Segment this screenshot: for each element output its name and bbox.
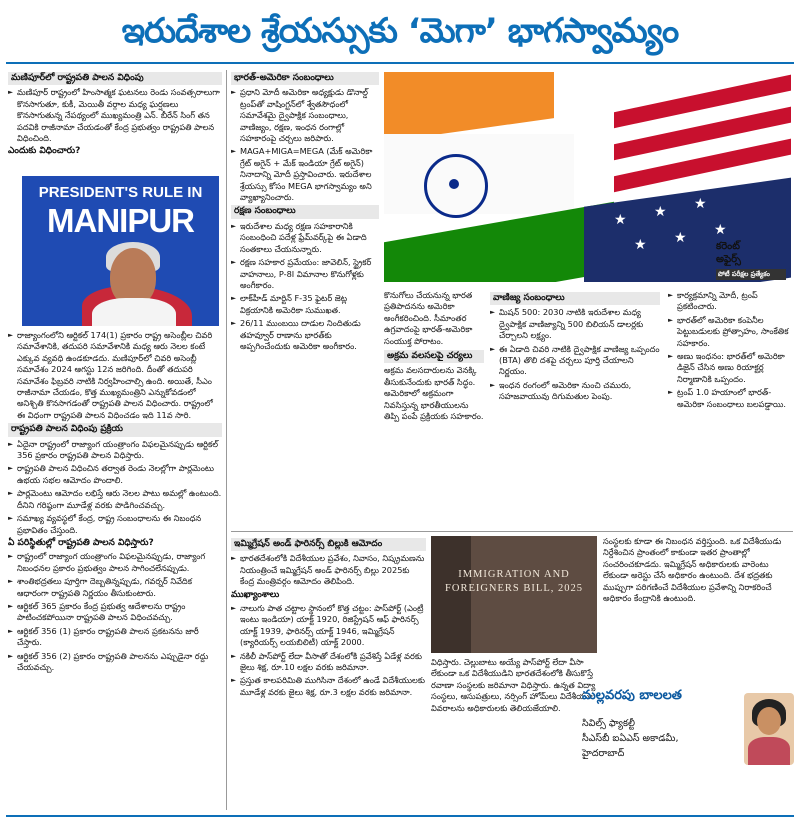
manipur-bullet-2: ► రాష్ట్రంలో రాజ్యాంగ యంత్రాంగం విఫలమైనప్పుడు, రాజ్యాంగ నిబంధనల ప్రకారం ప్రభుత్వం పాలన సాగించలేనప్పుడు. bbox=[8, 551, 222, 574]
immigration-subheading: ముఖ్యాంశాలు bbox=[231, 589, 280, 600]
manipur-bullet-2: ► శాంతిభద్రతలు పూర్తిగా దెబ్బతిన్నప్పుడు, గవర్నర్ నివేదిక ఆధారంగా రాష్ట్రపతి నిర్ణయం తీసుకుంటారు. bbox=[8, 576, 222, 599]
author-box bbox=[582, 688, 794, 808]
immigration-bill-image bbox=[431, 536, 597, 653]
defence-heading: రక్షణ సంబంధాలు bbox=[231, 205, 379, 218]
immigration-image-title: IMMIGRATION AND FOREIGNERS BILL, 2025 bbox=[445, 569, 583, 594]
relations-col4-block bbox=[668, 290, 792, 528]
relations-mid-block bbox=[384, 290, 484, 528]
author-role-2: సీఎస్‌బీ ఐఏఎస్ అకాడమీ, bbox=[582, 733, 679, 744]
manipur-bullet: ► రాష్ట్రపతి పాలన విధించిన తర్వాత రెండు నెలల్లోగా పార్లమెంటు ఉభయ సభల ఆమోదం పొందాలి. bbox=[8, 463, 222, 486]
manipur-question-1: ఎందుకు విధించారు? bbox=[8, 146, 81, 157]
relations-col4-bullet: ► ట్రంప్ 1.0 హయాంలో భారత్-అమెరికా సంబంధాలు బలపడ్డాయి. bbox=[668, 387, 792, 410]
relations-col4-bullet: ► కార్యక్రమాన్ని మోదీ, ట్రంప్ ప్రకటించారు. bbox=[668, 290, 792, 313]
current-affairs-caption bbox=[716, 240, 786, 280]
immigration-col4-block bbox=[603, 536, 793, 682]
relations-bullet: ► ప్రధాని మోదీ అమెరికా అధ్యక్షుడు డొనాల్డ్ ట్రంప్‌తో వాషింగ్టన్‌లో శ్వేతసౌధంలో సమావేశమై ద్వైపాక్షిక సంబంధాలు, వాణిజ్యం, రక్షణ, ఇంధన రంగాల్లో సహకారంపై చర్చలు జరిపారు. bbox=[231, 87, 379, 144]
defence-bullet: ► రక్షణ సహకార ప్రమేయం: జావెలిన్, స్ట్రైకర్ వాహనాలు, P-8I విమానాల కొనుగోళ్లకు అంగీకారం. bbox=[231, 257, 379, 291]
author-photo-face bbox=[757, 707, 781, 735]
manipur-intro-block bbox=[8, 70, 222, 174]
star-icon: ★ bbox=[694, 196, 707, 212]
manipur-bullet: ► ఏదైనా రాష్ట్రంలో రాజ్యాంగ యంత్రాంగం విఫలమైనప్పుడు ఆర్టికల్ 356 ప్రకారం రాష్ట్రపతి పాలన విధిస్తారు. bbox=[8, 439, 222, 462]
author-name: మల్లవరపు బాలలత bbox=[582, 688, 682, 703]
immigration-heading: ఇమ్మిగ్రేషన్ అండ్ ఫారినర్స్ బిల్లుకి ఆమోదం bbox=[231, 538, 426, 551]
manipur-image-line-1: PRESIDENT'S RULE IN bbox=[38, 184, 203, 201]
flag-saffron-band bbox=[384, 72, 554, 142]
column-divider bbox=[226, 70, 227, 810]
manipur-bullet-2: ► ఆర్టికల్ 356 (1) ప్రకారం రాష్ట్రపతి పాలన ప్రకటనను జారీ చేస్తారు. bbox=[8, 626, 222, 649]
caption-label-1: కరెంట్ bbox=[716, 241, 740, 252]
relations-col4-bullet: ► భారత్‌లో అమెరికా కంపెనీల పెట్టుబడులకు ప్రోత్సాహం, సాంకేతిక సహకారం. bbox=[668, 315, 792, 349]
immigration-bullet: ► నాలుగు పాత చట్టాల స్థానంలో కొత్త చట్టం: పాస్‌పోర్ట్ (ఎంట్రీ ఇంటు ఇండియా) యాక్ట్ 1920, రిజిస్ట్రేషన్ ఆఫ్ ఫారినర్స్ యాక్ట్ 1939, ఫారినర్స్ యాక్ట్ 1946, ఇమ్మిగ్రేషన్ (క్యారియర్స్ లయబిలిటీ) యాక్ట్ 2000. bbox=[231, 603, 426, 649]
immigration-intro: ► భారతదేశంలోకి విదేశీయుల ప్రవేశం, నివాసం, నిష్క్రమణను నియంత్రించే ఇమ్మిగ్రేషన్ అండ్ ఫారినర్స్ బిల్లు 2025కు కేంద్ర మంత్రివర్గం ఆమోదం తెలిపింది. bbox=[231, 553, 426, 587]
author-photo bbox=[744, 693, 794, 765]
immigration-block bbox=[231, 536, 426, 810]
manipur-bullet: ► పార్లమెంటు ఆమోదం లభిస్తే ఆరు నెలల పాటు అమల్లో ఉంటుంది. దీనిని గరిష్ఠంగా మూడేళ్ల వరకు పొడిగించవచ్చు. bbox=[8, 488, 222, 511]
trade-block bbox=[490, 290, 660, 528]
trade-bullet: ► ఇంధన రంగంలో అమెరికా నుంచి చమురు, సహజవాయువు దిగుమతుల పెంపు. bbox=[490, 380, 660, 403]
manipur-heading-2: రాష్ట్రపతి పాలన విధింపు ప్రక్రియ bbox=[8, 423, 222, 436]
trade-bullet: ► మిషన్ 500: 2030 నాటికి ఇరుదేశాల మధ్య ద్వైపాక్షిక వాణిజ్యాన్ని 500 బిలియన్ డాలర్లకు చేర్చాలని లక్ష్యం. bbox=[490, 307, 660, 341]
footer-rule bbox=[6, 815, 794, 817]
manipur-intro: ► మణిపూర్ రాష్ట్రంలో హింసాత్మక ఘటనలు రెండు సంవత్సరాలుగా కొనసాగుతూ, కుకీ, మెయితీ వర్గాల మధ్య ఘర్షణలు కొనసాగుతున్న నేపథ్యంలో ముఖ్యమంత్రి ఎన్. బీరేన్ సింగ్ తన పదవికి రాజీనామా చేయడంతో కేంద్ర ప్రభుత్వం రాష్ట్రపతి పాలన విధించింది. bbox=[8, 87, 222, 144]
illegal-migration-text: అక్రమ వలసదారులను వెనక్కి తీసుకునేందుకు భారత్ సిద్ధం. అమెరికాలో అక్రమంగా నివసిస్తున్న భారతీయులను తిప్పి పంపే ప్రక్రియకు సహకారం. bbox=[384, 365, 484, 422]
author-role-1: సివిల్స్ ఫ్యాకల్టీ bbox=[582, 718, 635, 729]
immigration-col3-text: విధిస్తారు. చెల్లుబాటు అయ్యే పాస్‌పోర్ట్ లేదా వీసా లేకుండా ఒక విదేశీయుడిని భారతదేశంలోకి తీసుకొస్తే రవాణా సంస్థలకు జరిమానా విధిస్తారు. ఉన్నత విద్యా సంస్థలు, ఆసుపత్రులు, నర్సింగ్ హోమ్‌లు విదేశీయుల వివరాలను అధికారులకు తెలియజేయాలి. bbox=[431, 657, 596, 713]
defence-bullet: ► 26/11 ముంబయి దాడుల నిందితుడు తహవ్వూర్ రాణాను భారత్‌కు అప్పగించేందుకు అమెరికా అంగీకారం. bbox=[231, 318, 379, 352]
headline-rule bbox=[6, 62, 794, 64]
manipur-body-1: ► రాజ్యాంగంలోని ఆర్టికల్ 174(1) ప్రకారం రాష్ట్ర అసెంబ్లీల చివరి సమావేశానికి, తదుపరి సమావేశానికి మధ్య ఆరు నెలల కంటే ఎక్కువ వ్యవధి ఉండకూడదు. మణిపూర్‌లో చివరి అసెంబ్లీ సమావేశం 2024 ఆగస్టు 12న జరిగింది. దీంతో తదుపరి సమావేశం ఫిబ్రవరి నాటికి నిర్వహించాల్సి ఉంది. అయితే, సీఎం రాజీనామా చేయడం, కొత్త ముఖ్యమంత్రిని ఎన్నుకోవడంలో అనిశ్చితి కొనసాగడంతో రాష్ట్రపతి పాలన విధించారు. రాష్ట్రంలో ఈ విధంగా రాష్ట్రపతి పాలన విధించడం ఇది 11వ సారి. bbox=[8, 330, 222, 421]
section-divider bbox=[231, 531, 793, 532]
manipur-question-2: ఏ పరిస్థితుల్లో రాష్ట్రపతి పాలన విధిస్తారు? bbox=[8, 537, 154, 548]
trade-heading: వాణిజ్య సంబంధాలు bbox=[490, 292, 660, 305]
star-icon: ★ bbox=[654, 204, 667, 220]
immigration-bullet: ► నకిలీ పాస్‌పోర్ట్ లేదా వీసాతో దేశంలోకి ప్రవేశిస్తే ఏడేళ్ల వరకు జైలు శిక్ష, రూ.10 లక్షల వరకు జరిమానా. bbox=[231, 651, 426, 674]
relations-mid-text: కొనుగోలు చేయనున్న భారత ప్రతిపాదనను అమెరికా అంగీకరించింది. సీమాంతర ఉగ్రవాదంపై భారత్-అమెరికా సంయుక్త పోరాటం. bbox=[384, 290, 473, 346]
manipur-image-line-2: MANIPUR bbox=[47, 202, 194, 239]
star-icon: ★ bbox=[634, 237, 647, 253]
caption-label-2: అఫైర్స్ bbox=[716, 254, 741, 265]
chakra-hub bbox=[449, 179, 459, 189]
immigration-bullet: ► ప్రస్తుత కాలపరిమితి ముగిసినా దేశంలో ఉండే విదేశీయులకు మూడేళ్ల వరకు జైలు శిక్ష, రూ.3 లక్షల వరకు జరిమానా. bbox=[231, 675, 426, 698]
relations-heading: భారత్-అమెరికా సంబంధాలు bbox=[231, 72, 379, 85]
trade-bullet: ► ఈ ఏడాది చివరి నాటికి ద్వైపాక్షిక వాణిజ్య ఒప్పందం (BTA) తొలి దశపై చర్చలు పూర్తి చేయాలని నిర్ణయం. bbox=[490, 344, 660, 378]
manipur-bullet-2: ► ఆర్టికల్ 356 (2) ప్రకారం రాష్ట్రపతి పాలనను ఎప్పుడైనా రద్దు చేయవచ్చు. bbox=[8, 651, 222, 674]
caption-tag: పోటీ పరీక్షల ప్రత్యేకం bbox=[716, 269, 786, 280]
author-city: హైదరాబాద్ bbox=[582, 748, 625, 759]
page-headline: ఇరుదేశాల శ్రేయస్సుకు ‘మెగా’ భాగస్వామ్యం bbox=[121, 11, 679, 51]
manipur-heading: మణిపూర్‌లో రాష్ట్రపతి పాలన విధింపు bbox=[8, 72, 222, 85]
immigration-col3-block bbox=[431, 657, 597, 810]
portrait-body bbox=[92, 298, 176, 326]
defence-bullet: ► ఇరుదేశాల మధ్య రక్షణ సహకారానికి సంబంధించి పదేళ్ల ఫ్రేమ్‌వర్క్‌పై ఈ ఏడాది సంతకాలు చేయనున్నారు. bbox=[231, 221, 379, 255]
manipur-bullet-2: ► ఆర్టికల్ 365 ప్రకారం కేంద్ర ప్రభుత్వ ఆదేశాలను రాష్ట్రం పాటించకపోయినా రాష్ట్రపతి పాలన విధించవచ్చు. bbox=[8, 601, 222, 624]
relations-col4-bullet: ► అణు ఇంధనం: భారత్‌లో అమెరికా డిజైన్ చేసిన అణు రియాక్టర్ల నిర్మాణానికి ఒప్పందం. bbox=[668, 351, 792, 385]
manipur-bullet: ► సమాఖ్య వ్యవస్థలో కేంద్ర, రాష్ట్ర సంబంధాలను ఈ నిబంధన ప్రభావితం చేస్తుంది. bbox=[8, 513, 222, 536]
immigration-col4-text: సంస్థలకు కూడా ఈ నిబంధన వర్తిస్తుంది. ఒక విదేశీయుడు నిర్దేశించిన ప్రాంతంలో కాకుండా ఇతర ప్రాంతాల్లో సంచరించకూడదు. ఇమ్మిగ్రేషన్ అధికారులకు వారెంటు లేకుండా అరెస్టు చేసే అధికారం ఉంటుంది. దేశ భద్రతకు ముప్పుగా పరిగణించే విదేశీయుల ప్రవేశాన్ని నిరాకరించే అధికారం కేంద్రానికి ఉంటుంది. bbox=[603, 536, 782, 604]
illegal-migration-heading: అక్రమ వలసలపై చర్యలు bbox=[384, 350, 484, 363]
relations-bullet: ► MAGA+MIGA=MEGA (మేక్ అమెరికా గ్రేట్ అగైన్ + మేక్ ఇండియా గ్రేట్ అగైన్) నినాదాన్ని మోదీ ప్రస్తావించారు. ఇరుదేశాల శ్రేయస్సు కోసం MEGA భాగస్వామ్యం అని వ్యాఖ్యానించారు. bbox=[231, 146, 379, 203]
author-photo-shoulders bbox=[748, 737, 790, 765]
star-icon: ★ bbox=[674, 230, 687, 246]
manipur-body-block bbox=[8, 330, 222, 810]
star-icon: ★ bbox=[714, 222, 727, 238]
manipur-image bbox=[22, 176, 219, 326]
star-icon: ★ bbox=[614, 212, 627, 228]
defence-bullet: ► లాక్‌హీడ్ మార్టిన్ F-35 ఫైటర్ జెట్ల విక్రయానికి అమెరికా సుముఖత. bbox=[231, 293, 379, 316]
relations-block bbox=[231, 70, 379, 528]
